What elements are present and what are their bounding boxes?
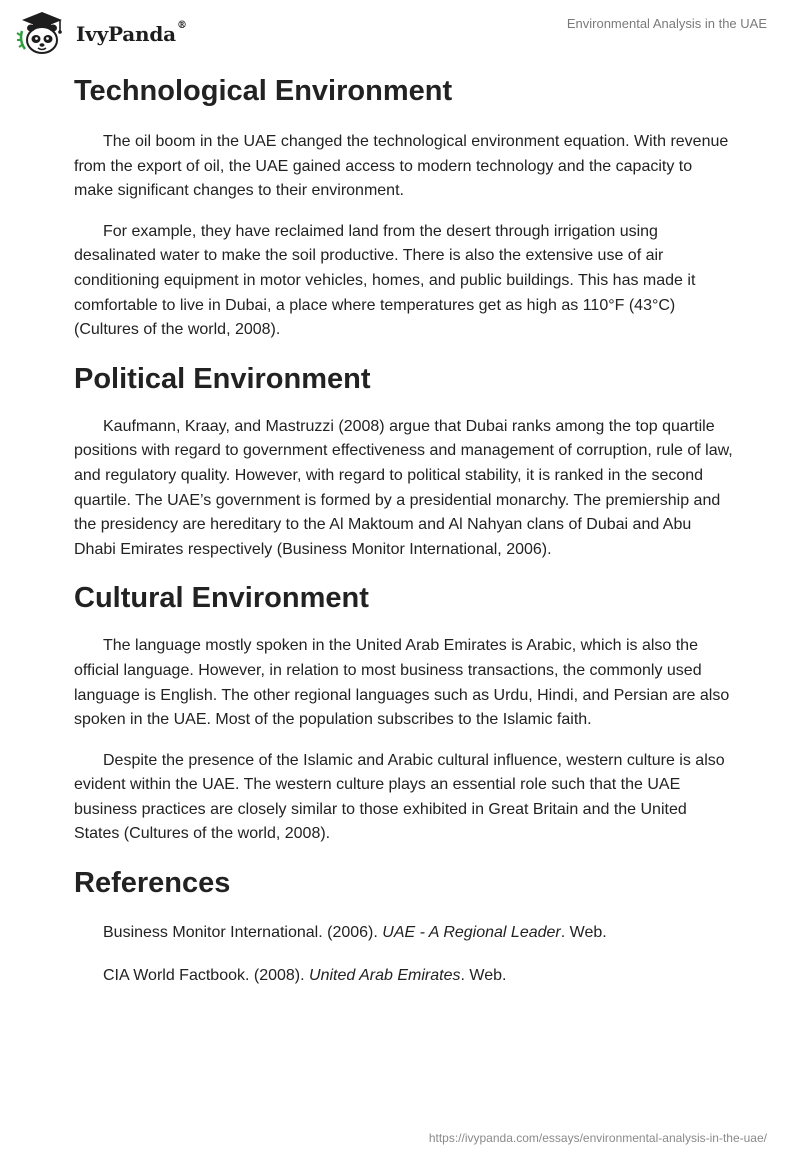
section-heading-technological: Technological Environment <box>74 75 453 107</box>
paragraph: The language mostly spoken in the United Arab Emirates is Arabic, which is also the official language. However, in relation to most business transactions, the commonly used language is English. The other regional languages such as Urdu, Hindi, and Persian are also spoken in the UAE. Most of the population subscribes to the Islamic faith. <box>74 637 730 729</box>
panda-graduate-icon <box>16 9 68 57</box>
section-heading-political: Political Environment <box>74 362 371 395</box>
paragraph: Despite the presence of the Islamic and Arabic cultural influence, western culture is also evident within the UAE. The western culture plays an essential role such that the UAE business practices are closely similar to those exhibited in Great Britain and the United States (Cultures of the world, 2008). <box>74 751 725 843</box>
logo-wordmark: IvyPanda® <box>76 20 187 46</box>
paragraph: For example, they have reclaimed land from the desert through irrigation using desalinated water to make the soil productive. There is also the extensive use of air conditioning equipment in motor vehicles, homes, and public buildings. This has made it comfortable to live in Dubai, a place where temperatures get as high as 110°F (43°C) (Cultures of the world, 2008). <box>74 222 696 339</box>
paragraph: Kaufmann, Kraay, and Mastruzzi (2008) argue that Dubai ranks among the top quartile positions with regard to government effectiveness and management of corruption, rule of law, and regulatory quality. However, with regard to political stability, it is ranked in the second quartile. The UAE’s government is formed by a presidential monarchy. The premiership and the presidency are hereditary to the Al Maktoum and Al Nahyan clans of Dubai and Abu Dhabi Emirates respectively (Business Monitor International, 2006). <box>74 417 733 558</box>
paragraph: The oil boom in the UAE changed the technological environment equation. With revenue from the export of oil, the UAE gained access to modern technology and the capacity to make significant changes to their environment. <box>74 133 729 200</box>
reference-item: CIA World Factbook. (2008). United Arab Emirates. Web. <box>103 966 507 984</box>
ivypanda-logo[interactable] <box>16 9 187 57</box>
page-header <box>0 0 800 60</box>
document-title: Environmental Analysis in the UAE <box>566 16 767 31</box>
section-heading-cultural: Cultural Environment <box>74 582 369 615</box>
reference-item: Business Monitor International. (2006). UAE - A Regional Leader. Web. <box>103 924 607 942</box>
section-heading-references: References <box>74 867 231 900</box>
article-body <box>74 72 734 988</box>
source-url-link[interactable]: https://ivypanda.com/essays/environmental-analysis-in-the-uae/ <box>428 1131 767 1145</box>
